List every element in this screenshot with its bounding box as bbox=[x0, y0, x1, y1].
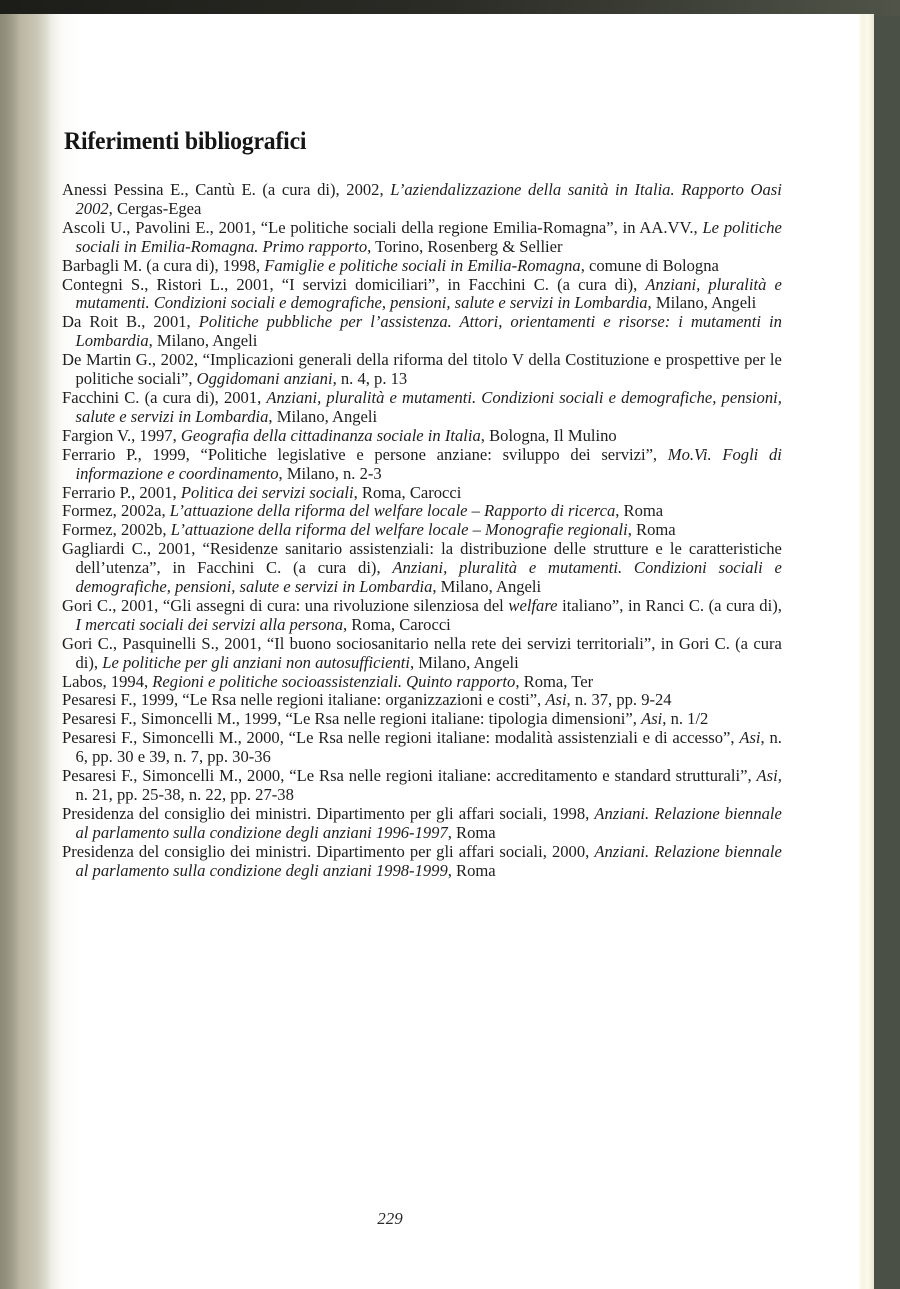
reference-entry bbox=[62, 257, 782, 276]
reference-text: Ferrario P., 2001, bbox=[62, 482, 181, 502]
reference-title-italic: Oggidomani anziani bbox=[196, 369, 333, 389]
reference-text: Anessi Pessina E., Cantù E. (a cura di), 2002, bbox=[62, 180, 391, 199]
reference-text: Ferrario P., 1999, “Politiche legislative e persone anziane: sviluppo dei servizi”, bbox=[62, 444, 668, 464]
reference-text: Labos, 1994, bbox=[62, 671, 153, 691]
reference-title-italic: Asi bbox=[545, 690, 567, 710]
page-number: 229 bbox=[377, 1209, 403, 1228]
reference-text: , Roma bbox=[447, 822, 496, 842]
reference-entry bbox=[62, 219, 782, 257]
reference-text: , n. 21, pp. 25-38, n. 22, pp. 27-38 bbox=[75, 766, 782, 804]
reference-text: Gori C., 2001, “Gli assegni di cura: una rivoluzione silenziosa del bbox=[62, 595, 509, 615]
reference-title-italic: Asi bbox=[756, 766, 778, 786]
reference-title-italic: welfare bbox=[508, 595, 558, 615]
reference-title-italic: Le politiche per gli anziani non autosufficienti bbox=[102, 652, 410, 672]
reference-entry bbox=[62, 691, 782, 710]
reference-text: , n. 1/2 bbox=[662, 709, 709, 729]
reference-text: , n. 6, pp. 30 e 39, n. 7, pp. 30-36 bbox=[75, 728, 782, 767]
reference-text: , Milano, Angeli bbox=[409, 652, 519, 672]
reference-text: , Roma bbox=[627, 520, 676, 540]
reference-title-italic: Politica dei servizi sociali bbox=[180, 482, 354, 502]
reference-text: De Martin G., 2002, “Implicazioni generali della riforma del titolo V della Costituzione e prospettive per le politiche sociali”, bbox=[62, 350, 782, 389]
reference-list bbox=[62, 180, 782, 881]
reference-text: Presidenza del consiglio dei ministri. Dipartimento per gli affari sociali, 2000, bbox=[62, 841, 595, 861]
reference-title-italic: Mo.Vi. Fogli di informazione e coordinamento bbox=[75, 444, 782, 483]
reference-entry bbox=[62, 313, 782, 351]
reference-text: , Milano, Angeli bbox=[432, 577, 542, 597]
reference-text: , Torino, Rosenberg & Sellier bbox=[367, 236, 563, 256]
reference-text: Presidenza del consiglio dei ministri. Dipartimento per gli affari sociali, 1998, bbox=[62, 803, 595, 823]
reference-entry bbox=[62, 351, 782, 389]
reference-text: , Bologna, Il Mulino bbox=[480, 425, 617, 445]
reference-entry bbox=[62, 729, 782, 767]
reference-text: , comune di Bologna bbox=[580, 255, 719, 275]
reference-entry bbox=[62, 521, 782, 540]
reference-text: Pesaresi F., Simoncelli M., 2000, “Le Rsa nelle regioni italiane: modalità assistenziali e di accesso”, bbox=[62, 728, 740, 748]
reference-title-italic: L’attuazione della riforma del welfare locale – Monografie regionali bbox=[170, 520, 628, 540]
reference-text: Formez, 2002b, bbox=[62, 520, 171, 540]
reference-title-italic: Asi bbox=[641, 709, 663, 729]
reference-text: Pesaresi F., 1999, “Le Rsa nelle regioni italiane: organizzazioni e costi”, bbox=[62, 690, 546, 710]
reference-text: Contegni S., Ristori L., 2001, “I servizi domiciliari”, in Facchini C. (a cura di), bbox=[62, 274, 646, 294]
reference-entry bbox=[62, 446, 782, 484]
reference-text: , n. 37, pp. 9-24 bbox=[566, 690, 672, 710]
reference-text: , Roma bbox=[615, 501, 664, 521]
reference-text: Gori C., Pasquinelli S., 2001, “Il buono sociosanitario nella rete dei servizi territoriali”, in Gori C. (a cura di), bbox=[62, 633, 782, 672]
reference-entry bbox=[62, 389, 782, 427]
reference-text: Pesaresi F., Simoncelli M., 2000, “Le Rsa nelle regioni italiane: accreditamento e standard strutturali”, bbox=[62, 766, 757, 786]
reference-title-italic: Geografia della cittadinanza sociale in Italia bbox=[180, 425, 481, 445]
reference-title-italic: Anziani, pluralità e mutamenti. Condizioni sociali e demografiche, pensioni, salute e servizi in Lombardia bbox=[75, 387, 782, 426]
reference-entry bbox=[62, 427, 782, 446]
reference-entry bbox=[62, 276, 782, 314]
reference-title-italic: Anziani. Relazione biennale al parlamento sulla condizione degli anziani 1998-1999 bbox=[75, 841, 782, 880]
reference-text: , Milano, n. 2-3 bbox=[278, 463, 382, 483]
reference-title-italic: Asi bbox=[739, 728, 761, 748]
reference-text: italiano”, in Ranci C. (a cura di), bbox=[557, 595, 782, 615]
reference-title-italic: Anziani, pluralità e mutamenti. Condizioni sociali e demografiche, pensioni, salute e servizi in Lombardia bbox=[75, 558, 782, 597]
reference-text: , Roma, Carocci bbox=[343, 614, 451, 634]
reference-text: Facchini C. (a cura di), 2001, bbox=[62, 387, 267, 407]
reference-title-italic: Anziani, pluralità e mutamenti. Condizioni sociali e demografiche, pensioni, salute e servizi in Lombardia bbox=[75, 274, 782, 313]
reference-title-italic: I mercati sociali dei servizi alla persona bbox=[75, 614, 344, 634]
reference-text: Da Roit B., 2001, bbox=[62, 312, 199, 332]
reference-entry bbox=[62, 805, 782, 843]
reference-entry bbox=[62, 673, 782, 692]
reference-title-italic: Le politiche sociali in Emilia-Romagna. Primo rapporto bbox=[75, 217, 782, 256]
reference-entry bbox=[62, 502, 782, 521]
reference-text: Ascoli U., Pavolini E., 2001, “Le politiche sociali della regione Emilia-Romagna”, in AA.VV., bbox=[62, 217, 703, 237]
reference-title-italic: Famiglie e politiche sociali in Emilia-Romagna bbox=[264, 255, 581, 275]
reference-title-italic: Anziani. Relazione biennale al parlamento sulla condizione degli anziani 1996-1997 bbox=[75, 803, 782, 842]
book-gutter-shadow bbox=[0, 14, 20, 1289]
reference-entry bbox=[62, 843, 782, 881]
reference-title-italic: L’attuazione della riforma del welfare locale – Rapporto di ricerca bbox=[169, 501, 616, 521]
reference-entry bbox=[62, 710, 782, 729]
reference-title-italic: Politiche pubbliche per l’assistenza. Attori, orientamenti e risorse: i mutamenti in Lombardia bbox=[75, 312, 782, 351]
reference-entry bbox=[62, 181, 782, 219]
reference-entry bbox=[62, 597, 782, 635]
bibliography-section bbox=[62, 126, 782, 881]
reference-text: , Milano, Angeli bbox=[647, 293, 757, 313]
reference-text: Fargion V., 1997, bbox=[62, 425, 181, 445]
reference-text: , Milano, Angeli bbox=[268, 406, 378, 426]
reference-text: Formez, 2002a, bbox=[62, 501, 170, 521]
reference-entry bbox=[62, 635, 782, 673]
reference-title-italic: L’aziendalizzazione della sanità in Italia. Rapporto Oasi 2002 bbox=[75, 180, 782, 218]
section-heading: Riferimenti bibliografici bbox=[64, 126, 307, 155]
reference-text: Gagliardi C., 2001, “Residenze sanitario assistenziali: la distribuzione delle strutture e le caratteristiche dell’utenza”, in Facchini C. (a cura di), bbox=[62, 539, 782, 578]
reference-text: , Roma bbox=[447, 860, 496, 880]
reference-entry bbox=[62, 767, 782, 805]
reference-text: , Milano, Angeli bbox=[148, 331, 258, 351]
reference-text: Pesaresi F., Simoncelli M., 1999, “Le Rsa nelle regioni italiane: tipologia dimensioni”, bbox=[62, 709, 642, 729]
reference-text: , Roma, Ter bbox=[515, 671, 594, 691]
reference-title-italic: Regioni e politiche socioassistenziali. Quinto rapporto bbox=[152, 671, 516, 691]
reference-text: , Roma, Carocci bbox=[353, 482, 462, 502]
reference-entry bbox=[62, 540, 782, 597]
reference-text: , Cergas-Egea bbox=[108, 198, 202, 218]
reference-entry bbox=[62, 484, 782, 503]
reference-text: , n. 4, p. 13 bbox=[332, 369, 408, 389]
reference-text: Barbagli M. (a cura di), 1998, bbox=[62, 255, 265, 275]
